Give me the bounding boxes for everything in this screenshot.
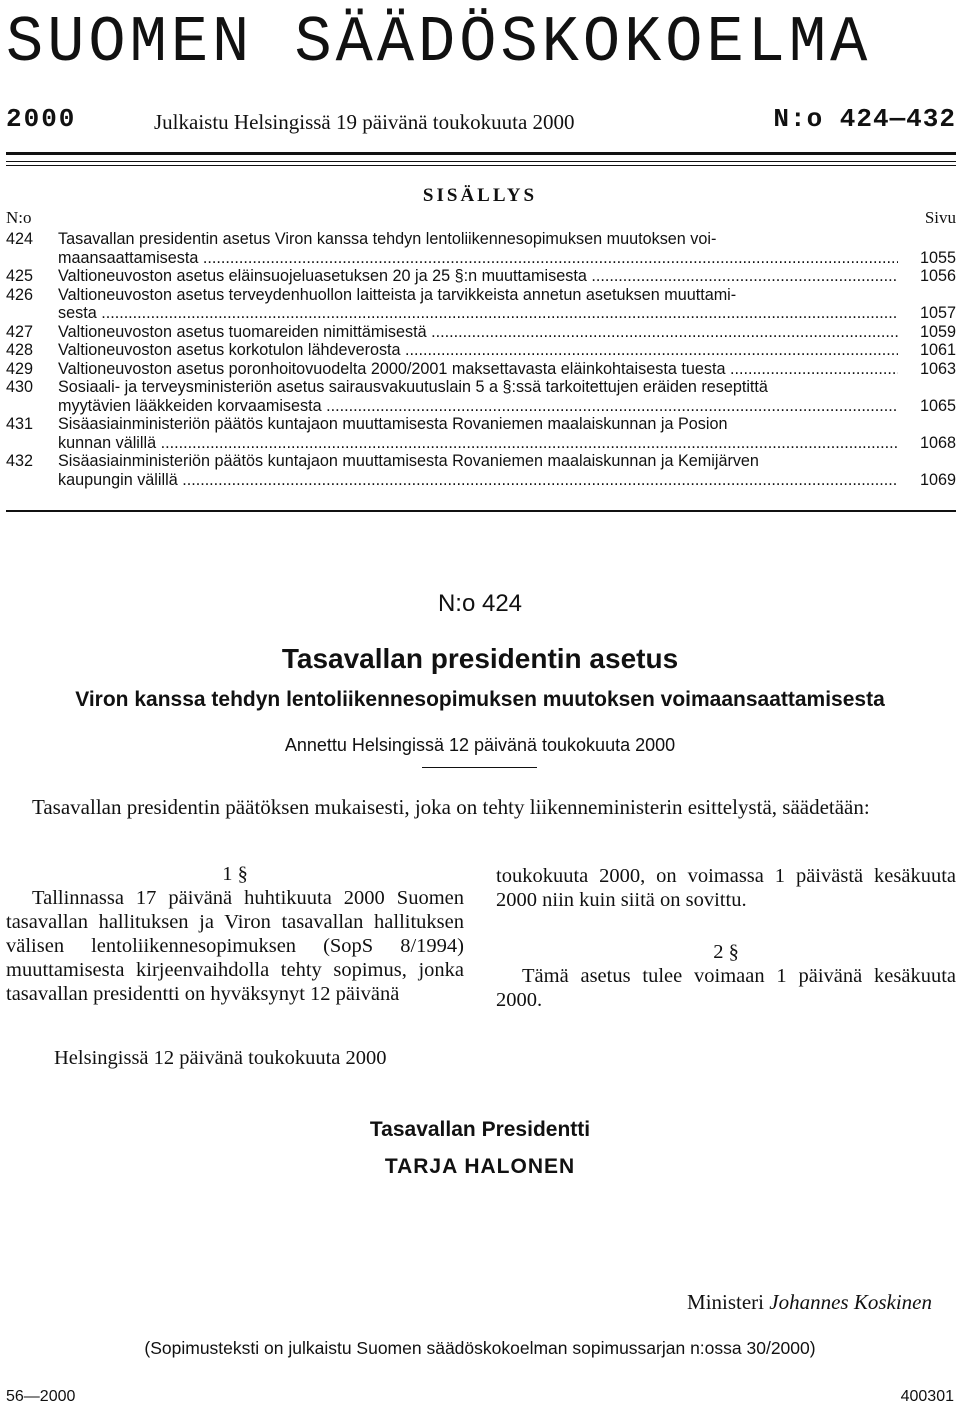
section-1-text: Tallinnassa 17 päivänä huhtikuuta 2000 Suomen tasavallan hallituksen ja Viron tasavallan hallituksen välisen lentoliikennesopimuksen (SopS 8/1994) muuttamisesta kirjeenvaihdolla tehty sopimus, jonka tasavallan presidentti on hyväksynyt 12 päivänä	[6, 887, 464, 1005]
contents-entry-number: 425	[6, 267, 34, 285]
act-divider	[422, 767, 537, 768]
header-rule	[6, 165, 956, 166]
contents-entry	[6, 378, 956, 415]
section-2-number: 2 §	[713, 941, 739, 963]
contents-entry	[6, 286, 956, 323]
act-preamble	[6, 795, 956, 820]
contents-entry-title: Sisäasiainministeriön päätös kuntajaon muuttamisesta Rovaniemen maalaiskunnan ja Kemijärven	[58, 452, 759, 470]
contents-entry	[6, 230, 956, 267]
contents-entry-page: 1056	[919, 267, 956, 285]
act-subtitle: Viron kanssa tehdyn lentoliikennesopimuksen muutoksen voimaansaattamisesta	[75, 688, 885, 711]
issue-header	[6, 104, 956, 140]
contents-entry-number: 431	[6, 415, 34, 433]
contents-bottom-rule	[6, 510, 956, 512]
treaty-footnote: (Sopimusteksti on julkaistu Suomen säädöskokoelman sopimussarjan n:ossa 30/2000)	[144, 1338, 816, 1358]
contents-entry-page: 1055	[919, 248, 956, 267]
contents-entry-title: maansaattamisesta .....	[58, 249, 898, 268]
section-2-text: Tämä asetus tulee voimaan 1 päivänä kesäkuuta 2000.	[496, 965, 956, 1011]
minister-title: Ministeri	[687, 1290, 765, 1314]
minister-name: Johannes Koskinen	[769, 1290, 932, 1314]
contents-entry-title: kunnan välillä .....	[58, 434, 898, 453]
issue-numbers: N:o 424—432	[773, 104, 956, 134]
contents-entry-title: Valtioneuvoston asetus terveydenhuollon laitteista ja tarvikkeista annetun asetuksen muuttami-	[58, 285, 737, 304]
president-title: Tasavallan Presidentti	[369, 1118, 591, 1141]
contents-column-headers	[6, 208, 956, 230]
contents-entry-title: Valtioneuvoston asetus eläinsuojeluasetuksen 20 ja 25 §:n muuttamisesta .....	[58, 267, 898, 286]
contents-entry-title: myytävien lääkkeiden korvaamisesta .....	[58, 397, 898, 416]
contents-entry-title: Valtioneuvoston asetus korkotulon lähdeverosta .....	[58, 341, 898, 360]
contents-page-header: Sivu	[924, 208, 956, 227]
contents-entry	[6, 360, 956, 379]
section-1-text-continued: toukokuuta 2000, on voimassa 1 päivästä kesäkuuta 2000 niin kuin siitä on sovittu.	[496, 865, 956, 911]
issue-year: 2000	[6, 104, 77, 134]
section-1-number: 1 §	[222, 863, 248, 885]
contents-entry-number: 429	[6, 359, 34, 378]
contents-entry	[6, 323, 956, 342]
left-column	[6, 862, 464, 1006]
contents-number-header: N:o	[6, 208, 32, 227]
contents-title: SISÄLLYS	[422, 185, 538, 206]
contents-entry-title: Sosiaali- ja terveysministeriön asetus sairausvakuutuslain 5 a §:ssä tarkoitettujen eräiden reseptittä	[58, 378, 768, 396]
contents-entry-title: Valtioneuvoston asetus tuomareiden nimittämisestä .....	[58, 323, 898, 342]
contents-entry-number: 430	[6, 378, 34, 396]
publication-masthead: SUOMEN SÄÄDÖSKOKOELMA	[6, 5, 872, 80]
contents-entry-number: 424	[6, 230, 34, 248]
contents-entry	[6, 452, 956, 489]
act-given-date: Annettu Helsingissä 12 päivänä toukokuuta 2000	[284, 735, 676, 755]
contents-entry-title: Sisäasiainministeriön päätös kuntajaon muuttamisesta Rovaniemen maalaiskunnan ja Posion	[58, 415, 728, 433]
contents-entry-number: 426	[6, 285, 34, 304]
contents-entry-title: kaupungin välillä .....	[58, 471, 898, 490]
contents-entry-page: 1065	[919, 396, 956, 415]
contents-entry	[6, 267, 956, 286]
signed-place-date: Helsingissä 12 päivänä toukokuuta 2000	[54, 1047, 387, 1069]
contents-entry-page: 1059	[919, 322, 956, 341]
contents-entry-page: 1069	[919, 470, 956, 489]
contents-entry-number: 427	[6, 322, 34, 341]
contents-entry-title: Tasavallan presidentin asetus Viron kanssa tehdyn lentoliikennesopimuksen muutoksen voi-	[58, 230, 717, 248]
contents-entry	[6, 341, 956, 360]
contents-entry-title: sesta .....	[58, 304, 898, 323]
act-title: Tasavallan presidentin asetus	[281, 643, 679, 674]
right-column	[496, 864, 956, 1012]
contents-entry-page: 1063	[919, 359, 956, 378]
header-double-rule	[6, 152, 956, 162]
president-name: TARJA HALONEN	[384, 1155, 576, 1178]
publication-date: Julkaistu Helsingissä 19 päivänä toukokuuta 2000	[154, 110, 575, 134]
contents-entry-page: 1057	[919, 304, 956, 322]
preamble-text: Tasavallan presidentin päätöksen mukaisesti, joka on tehty liikenneministerin esittelystä, säädetään:	[32, 795, 870, 819]
contents-entry-title: Valtioneuvoston asetus poronhoitovuodelta 2000/2001 maksettavasta eläinkohtaisesta tuesta .....	[58, 360, 898, 379]
contents-entry-page: 1068	[919, 433, 956, 452]
contents-list	[6, 230, 956, 489]
contents-entry	[6, 415, 956, 452]
contents-entry-page: 1061	[919, 341, 956, 359]
act-number: N:o 424	[437, 590, 523, 617]
page-footer-right: 400301	[900, 1388, 954, 1405]
minister-signature	[687, 1290, 932, 1315]
page-footer-left: 56—2000	[6, 1388, 76, 1405]
contents-entry-number: 428	[6, 341, 34, 359]
contents-entry-number: 432	[6, 452, 34, 470]
